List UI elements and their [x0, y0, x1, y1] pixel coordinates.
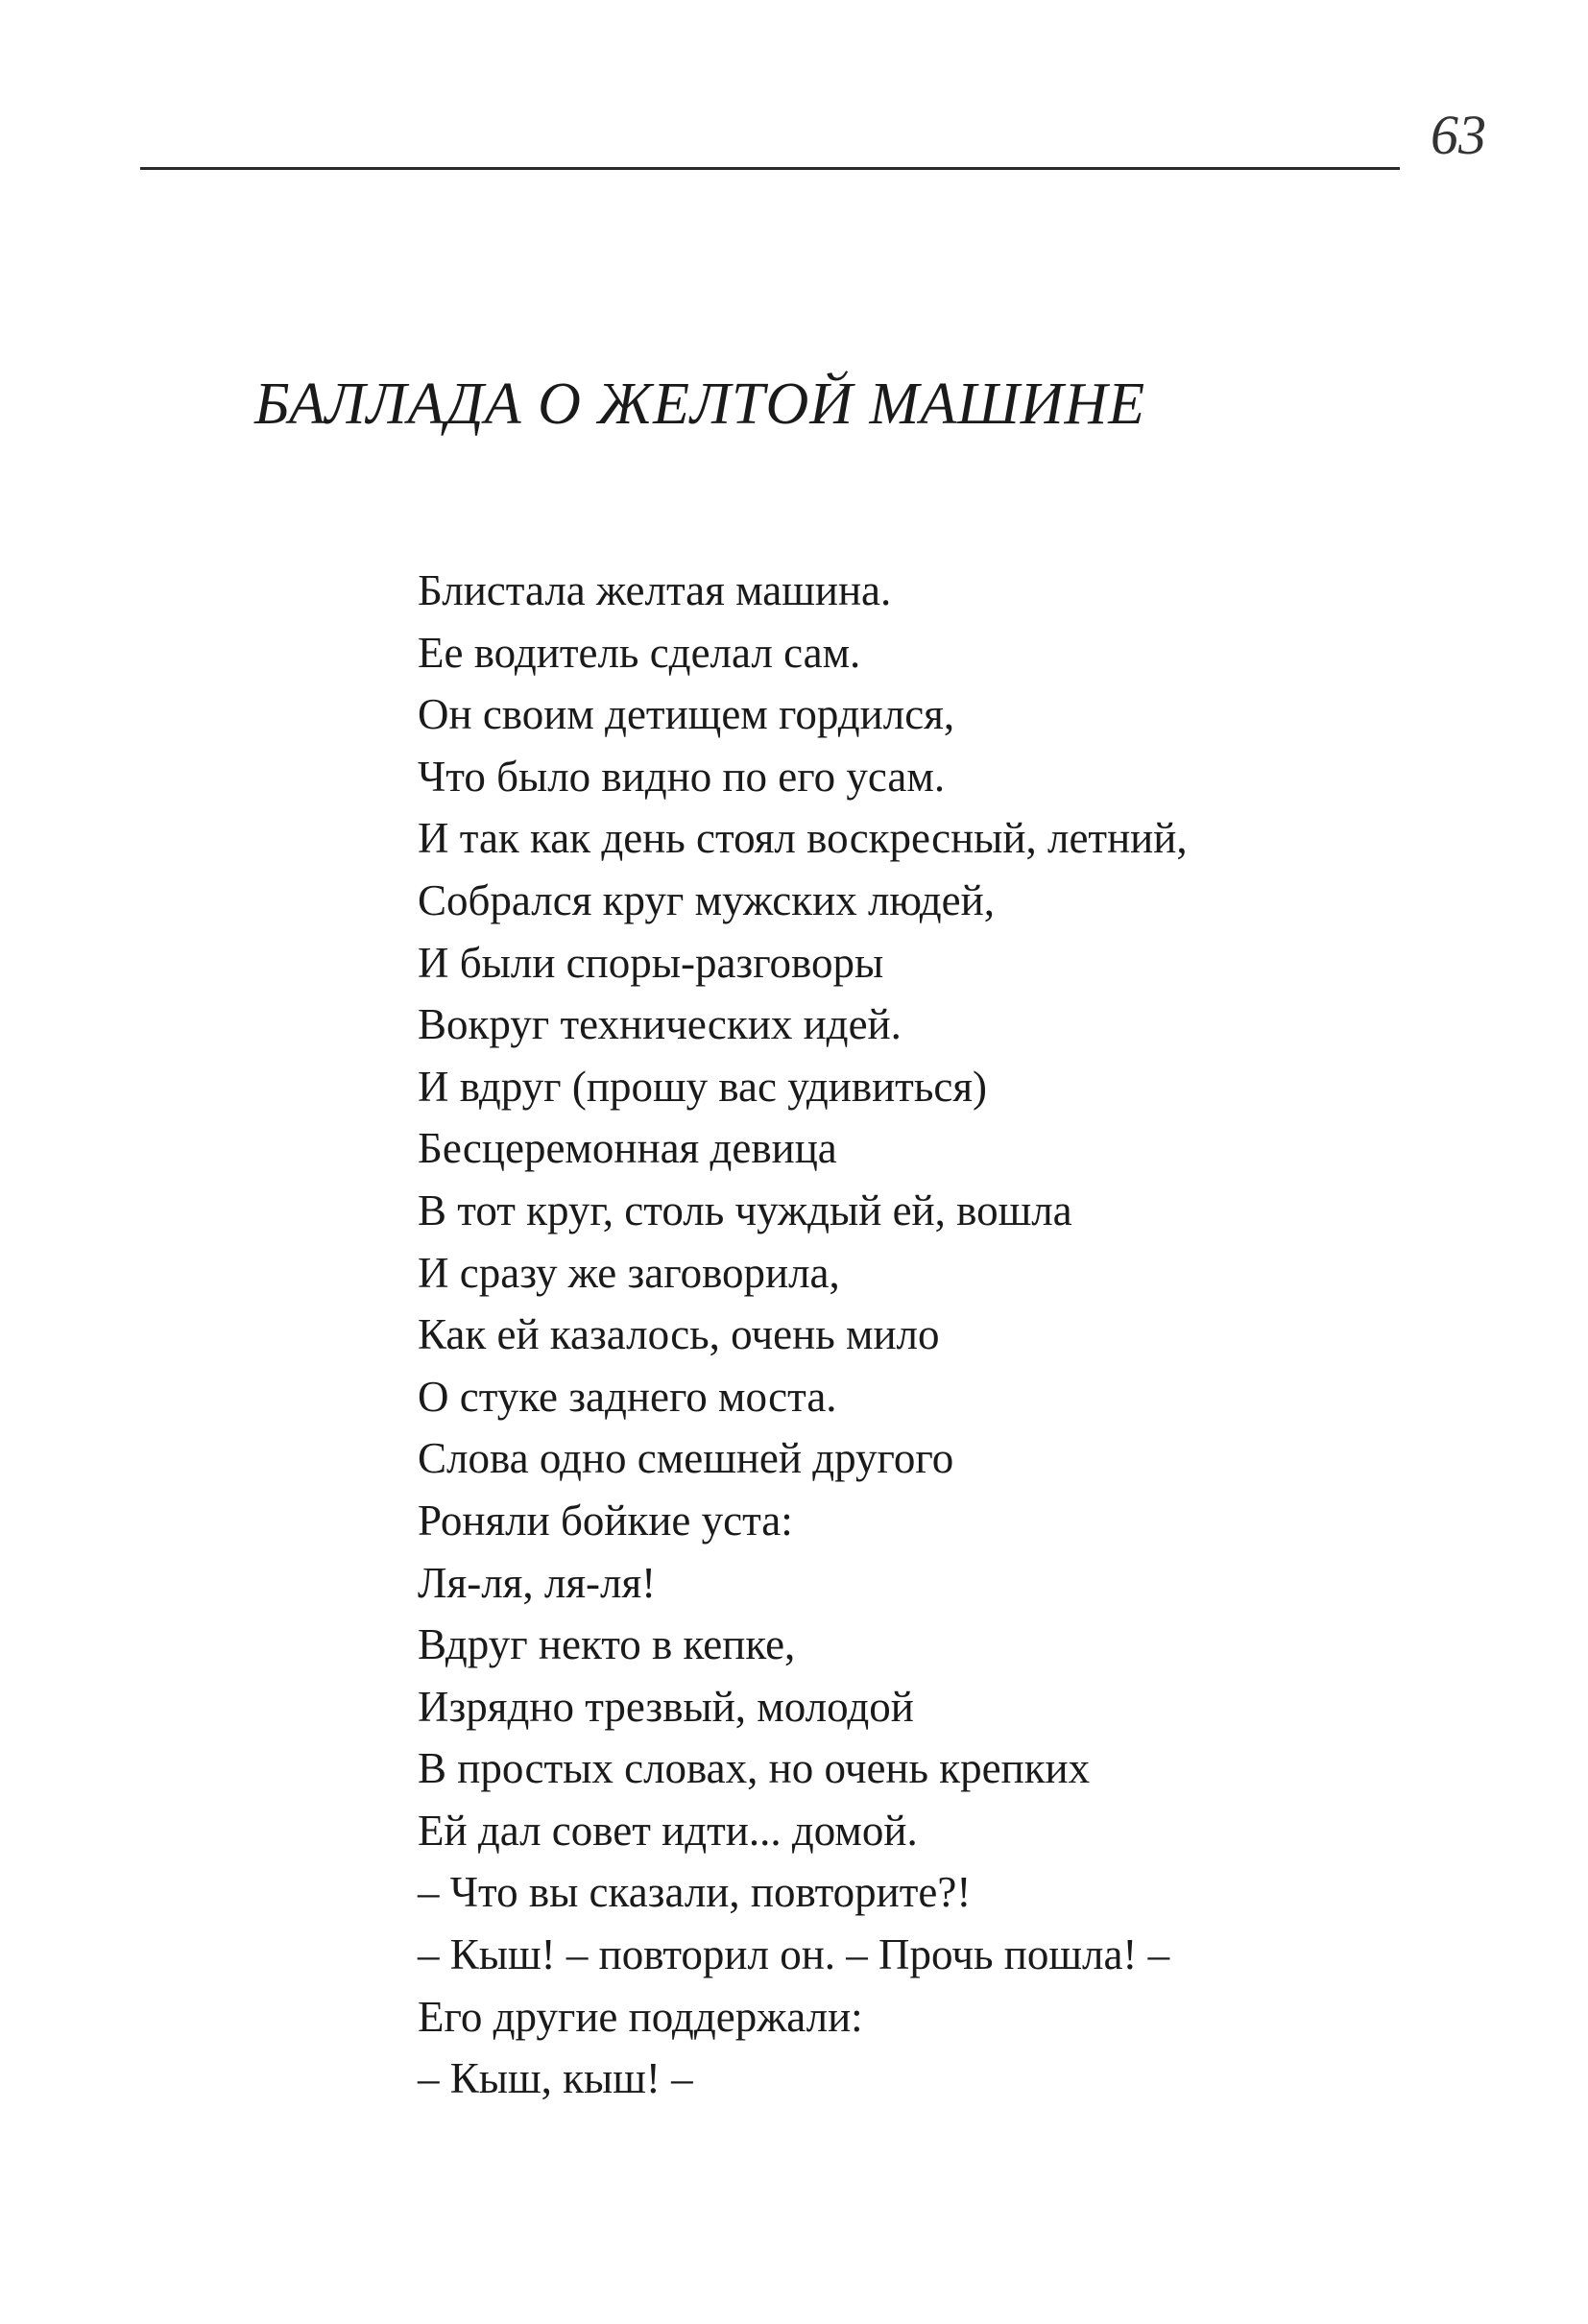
header-rule [140, 167, 1400, 170]
poem-line: И были споры-разговоры [418, 938, 884, 987]
poem-line: В тот круг, столь чуждый ей, вошла [418, 1186, 1072, 1234]
poem-line: Блистала желтая машина. [418, 566, 892, 614]
poem-line: И так как день стоял воскресный, летний, [418, 814, 1188, 863]
poem-line: Вдруг некто в кепке, [418, 1620, 796, 1669]
poem-line: И сразу же заговорила, [418, 1248, 840, 1297]
poem-line: – Кыш! – повторил он. – Прочь пошла! – [418, 1930, 1170, 1979]
poem-line: Роняли бойкие уста: [418, 1496, 793, 1545]
poem-line: Вокруг технических идей. [418, 1000, 902, 1049]
poem-line: Слова одно смешней другого [418, 1434, 954, 1483]
poem-line: Ее водитель сделал сам. [418, 628, 861, 677]
poem-line: О стуке заднего моста. [418, 1372, 837, 1421]
poem-line: И вдруг (прошу вас удивиться) [418, 1062, 988, 1111]
poem-title: БАЛЛАДА О ЖЕЛТОЙ МАШИНЕ [254, 371, 1146, 437]
poem-line: – Кыш, кыш! – [418, 2054, 693, 2103]
poem-line: Ля-ля, ля-ля! [418, 1558, 657, 1607]
poem-line: Ей дал совет идти... домой. [418, 1806, 918, 1855]
poem-line: Бесцеремонная девица [418, 1124, 837, 1173]
poem-line: Изрядно трезвый, молодой [418, 1682, 914, 1731]
page-number: 63 [1431, 104, 1486, 166]
poem-line: Собрался круг мужских людей, [418, 875, 995, 924]
poem-body [418, 560, 1188, 2110]
poem-line: Его другие поддержали: [418, 1992, 863, 2041]
poem-line: Что было видно по его усам. [418, 752, 946, 801]
poem-line: Он своим детищем гордился, [418, 690, 955, 739]
poem-line: В простых словах, но очень крепких [418, 1744, 1091, 1793]
poem-line: – Что вы сказали, повторите?! [418, 1868, 972, 1917]
poem-line: Как ей казалось, очень мило [418, 1310, 940, 1359]
